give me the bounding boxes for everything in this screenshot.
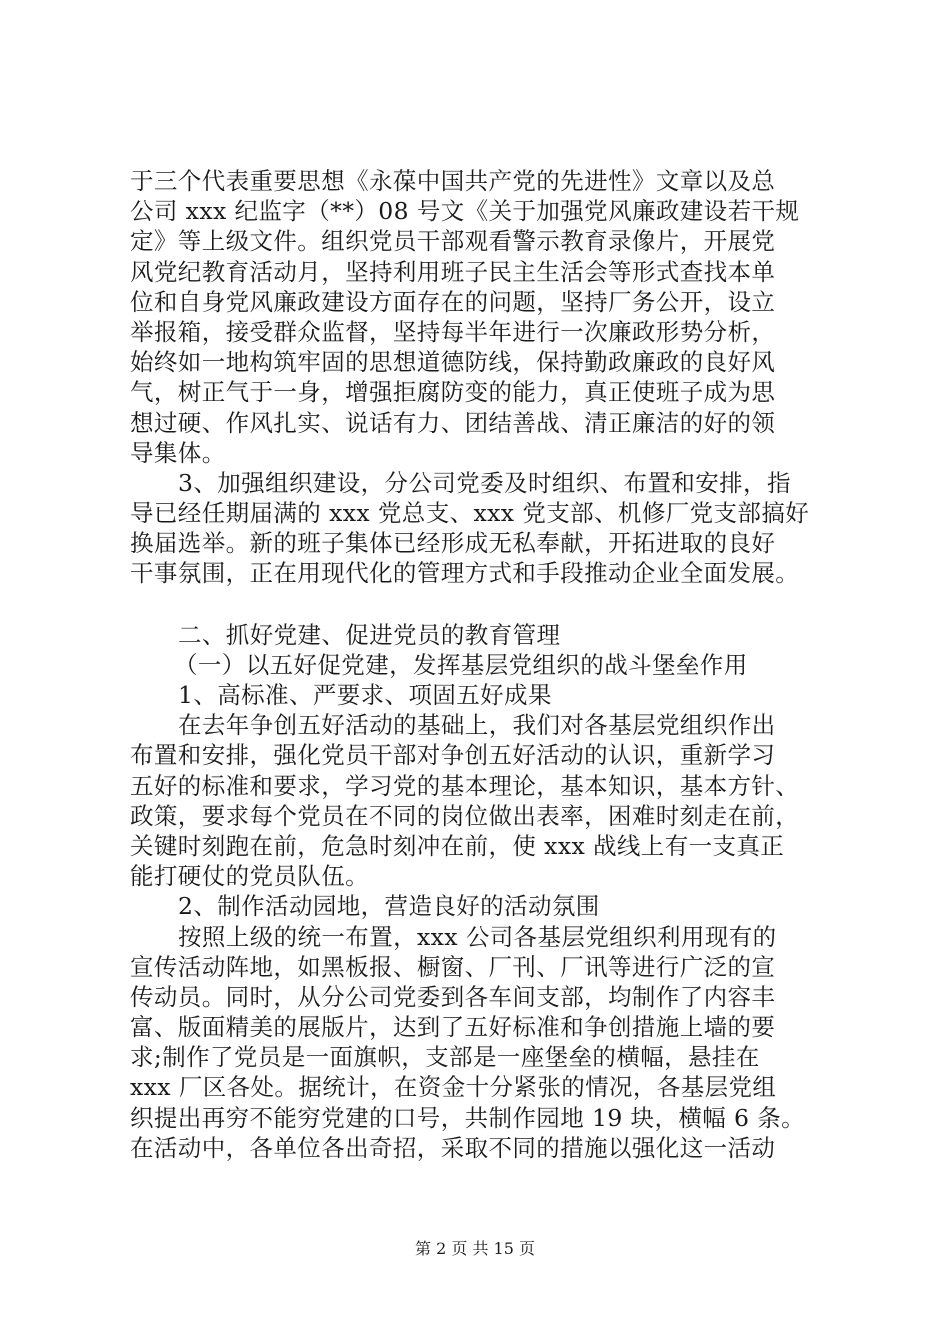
item-heading-2: 2、制作活动园地，营造良好的活动氛围 (178, 892, 600, 921)
text-line: 风党纪教育活动月，坚持利用班子民主生活会等形式查找本单 (130, 257, 776, 286)
page-number-footer: 第 2 页 共 15 页 (415, 1239, 535, 1258)
subsection-heading: （一）以五好促党建，发挥基层党组织的战斗堡垒作用 (174, 650, 748, 679)
text-line: 公司 xxx 纪监字（**）08 号文《关于加强党风廉政建设若干规 (130, 197, 800, 226)
paragraph-discipline (130, 166, 825, 468)
paragraph-five-good (130, 710, 825, 891)
text-line: 按照上级的统一布置，xxx 公司各基层党组织利用现有的 (178, 922, 777, 951)
paragraph-spacer (130, 589, 825, 620)
text-line: 在活动中，各单位各出奇招，采取不同的措施以强化这一活动 (130, 1133, 776, 1162)
text-line: 富、版面精美的展版片，达到了五好标准和争创措施上墙的要 (130, 1013, 776, 1042)
text-line: 3、加强组织建设，分公司党委及时组织、布置和安排，指 (178, 468, 791, 497)
text-line: 织提出再穷不能穷党建的口号，共制作园地 19 块，横幅 6 条。 (130, 1103, 806, 1132)
text-line: 定》等上级文件。组织党员干部观看警示教育录像片，开展党 (130, 227, 776, 256)
text-line: 传动员。同时，从分公司党委到各车间支部，均制作了内容丰 (130, 982, 776, 1011)
text-line: 气，树正气于一身，增强拒腐防变的能力，真正使班子成为思 (130, 378, 776, 407)
text-line: 政策，要求每个党员在不同的岗位做出表率，困难时刻走在前， (130, 801, 800, 830)
text-line: 想过硬、作风扎实、说话有力、团结善战、清正廉洁的好的领 (130, 408, 776, 437)
paragraph-activity-garden (130, 922, 825, 1164)
paragraph-organization (130, 468, 825, 589)
section-heading: 二、抓好党建、促进党员的教育管理 (178, 620, 561, 649)
document-body (130, 166, 825, 1163)
text-line: 举报箱，接受群众监督，坚持每半年进行一次廉政形势分析， (130, 317, 776, 346)
text-line: 求;制作了党员是一面旗帜，支部是一座堡垒的横幅，悬挂在 (130, 1043, 760, 1072)
text-line: 布置和安排，强化党员干部对争创五好活动的认识，重新学习 (130, 741, 776, 770)
text-line: 五好的标准和要求，学习党的基本理论，基本知识，基本方针、 (130, 771, 800, 800)
text-line: 导集体。 (130, 438, 226, 467)
text-line: 于三个代表重要思想《永葆中国共产党的先进性》文章以及总 (130, 167, 776, 195)
text-line: 位和自身党风廉政建设方面存在的问题，坚持厂务公开，设立 (130, 287, 776, 316)
text-line: 关键时刻跑在前，危急时刻冲在前，使 xxx 战线上有一支真正 (130, 831, 785, 860)
item-heading-1: 1、高标准、严要求、项固五好成果 (178, 681, 552, 709)
text-line: 宣传活动阵地，如黑板报、橱窗、厂刊、厂讯等进行广泛的宣 (130, 952, 776, 981)
text-line: xxx 厂区各处。据统计，在资金十分紧张的情况，各基层党组 (130, 1073, 777, 1102)
text-line: 能打硬仗的党员队伍。 (130, 862, 369, 891)
text-line: 始终如一地构筑牢固的思想道德防线，保持勤政廉政的良好风 (130, 348, 776, 377)
text-line: 干事氛围，正在用现代化的管理方式和手段推动企业全面发展。 (130, 559, 800, 588)
text-line: 换届选举。新的班子集体已经形成无私奉献，开拓进取的良好 (130, 529, 776, 558)
text-line: 导已经任期届满的 xxx 党总支、xxx 党支部、机修厂党支部搞好 (130, 499, 810, 528)
text-line: 在去年争创五好活动的基础上，我们对各基层党组织作出 (178, 711, 776, 740)
